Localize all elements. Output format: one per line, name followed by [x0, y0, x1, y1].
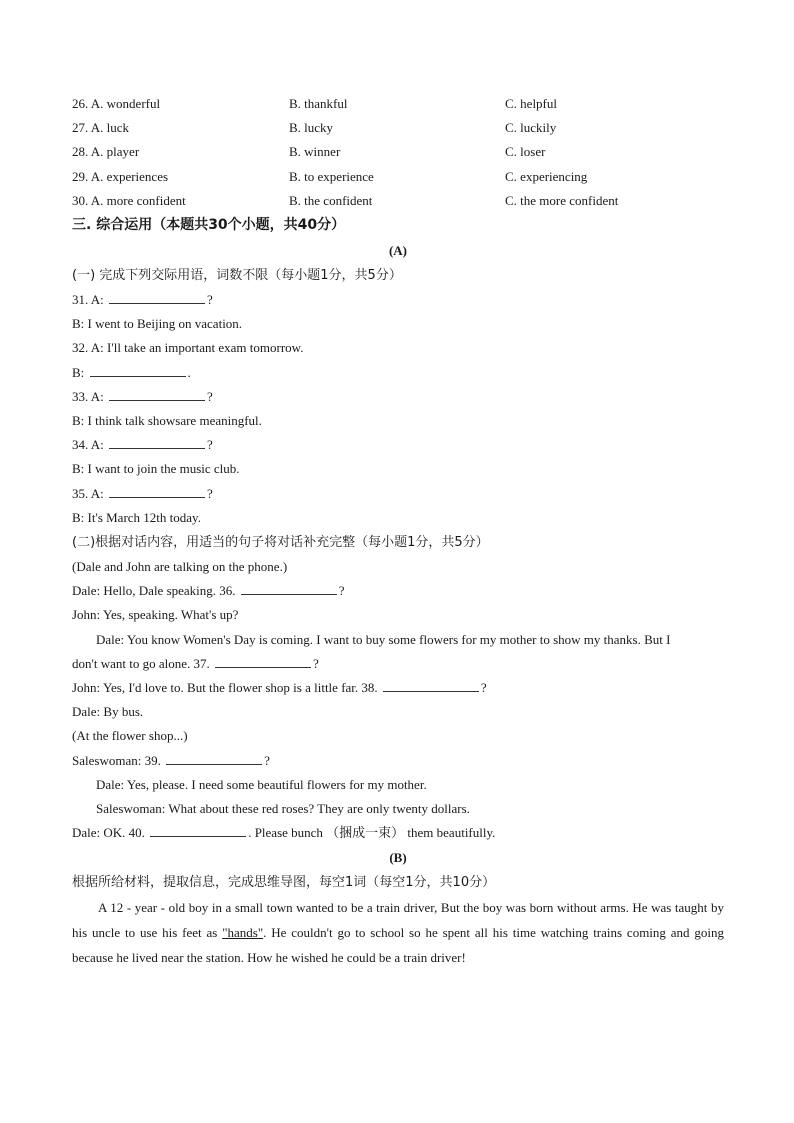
- line-37-end: ?: [313, 655, 319, 671]
- john-line-2: [72, 676, 724, 700]
- b32-label: B:: [72, 364, 85, 380]
- document-page: [72, 92, 724, 970]
- b31-line: B: I went to Beijing on vacation.: [72, 316, 243, 332]
- q31-end: ?: [207, 292, 213, 308]
- choice-option-c[interactable]: C. experiencing: [505, 168, 588, 184]
- answer-blank-33[interactable]: [109, 388, 205, 401]
- q34-line: [72, 433, 724, 457]
- line-36-end: ?: [338, 583, 345, 599]
- choice-option-b[interactable]: B. winner: [289, 144, 341, 160]
- reading-passage: [72, 895, 724, 970]
- b32-end: .: [187, 364, 191, 380]
- b32-line: [72, 361, 724, 385]
- choice-row: [72, 140, 724, 164]
- q35-label: 35. A:: [72, 485, 104, 501]
- b35-line: B: It's March 12th today.: [72, 509, 201, 525]
- dale-line-2a: Dale: You know Women's Day is coming. I want to buy some flowers for my mother to show my thanks. But I: [96, 631, 671, 647]
- line-36: [72, 579, 724, 603]
- q35-end: ?: [207, 485, 213, 501]
- line-36-text: Dale: Hello, Dale speaking. 36.: [72, 583, 236, 599]
- part-b-heading: (B): [389, 850, 407, 866]
- q31-label: 31. A:: [72, 292, 104, 308]
- dialogue-1: [72, 288, 724, 530]
- choice-option-c[interactable]: C. helpful: [505, 96, 557, 111]
- passage-hands: "hands": [222, 925, 264, 941]
- q34-label: 34. A:: [72, 437, 104, 453]
- choice-option-c[interactable]: C. loser: [505, 144, 546, 160]
- choice-option-b[interactable]: B. thankful: [289, 96, 348, 111]
- line-38-text: John: Yes, I'd love to. But the flower shop is a little far. 38.: [72, 680, 378, 696]
- scene-1: (Dale and John are talking on the phone.): [72, 559, 288, 575]
- choice-list: [72, 92, 724, 213]
- q33-line: [72, 385, 724, 409]
- dale-line-4: Dale: Yes, please. I need some beautiful flowers for my mother.: [96, 776, 427, 792]
- q32-line: 32. A: I'll take an important exam tomorrow.: [72, 340, 304, 356]
- q33-end: ?: [207, 388, 213, 404]
- answer-blank-40[interactable]: [150, 824, 246, 837]
- choice-option-b[interactable]: B. lucky: [289, 120, 334, 136]
- answer-blank-31[interactable]: [109, 291, 205, 304]
- part-b-instruction: 根据所给材料，提取信息，完成思维导图，每空1词（每空1分，共10分）: [72, 875, 496, 891]
- dale-line-2b: [72, 652, 724, 676]
- saleswoman-line-2: Saleswoman: What about these red roses? They are only twenty dollars.: [96, 801, 470, 817]
- q33-label: 33. A:: [72, 388, 104, 404]
- dale-line-5: [72, 821, 724, 845]
- choice-row: [72, 189, 724, 213]
- passage-text-2: . He couldn't go to school so he spent all his time watching trains coming and going because he lived near the station. How he wished he could be a train driver!: [72, 925, 725, 966]
- scene-2: (At the flower shop...): [72, 728, 188, 744]
- choice-option-a[interactable]: 28. A. player: [72, 144, 140, 160]
- answer-blank-32[interactable]: [90, 364, 186, 377]
- part-a-heading: (A): [388, 243, 408, 259]
- answer-blank-34[interactable]: [109, 436, 205, 449]
- choice-option-a[interactable]: 30. A. more confident: [72, 192, 186, 208]
- choice-row: [72, 92, 724, 116]
- line-40-text: Dale: OK. 40.: [72, 825, 145, 841]
- line-39-end: ?: [264, 752, 270, 768]
- line-37-text: don't want to go alone. 37.: [72, 655, 210, 671]
- part2-instruction: (二)根据对话内容，用适当的句子将对话补充完整（每小题1分，共5分）: [72, 535, 489, 551]
- line-40-end: . Please bunch （捆成一束） them beautifully.: [248, 825, 496, 841]
- section3-title: 三. 综合运用（本题共30个小题，共40分）: [72, 217, 346, 234]
- answer-blank-37[interactable]: [215, 655, 311, 668]
- b34-line: B: I want to join the music club.: [72, 461, 240, 477]
- answer-blank-39[interactable]: [166, 752, 262, 765]
- john-line-1: John: Yes, speaking. What's up?: [72, 607, 239, 623]
- q35-line: [72, 482, 724, 506]
- q34-end: ?: [207, 437, 213, 453]
- line-38-end: ?: [480, 680, 487, 696]
- saleswoman-line-1: [72, 749, 724, 773]
- part1-instruction: (一) 完成下列交际用语，词数不限（每小题1分，共5分）: [72, 268, 402, 284]
- choice-option-b[interactable]: B. to experience: [289, 168, 374, 184]
- dale-line-3: Dale: By bus.: [72, 704, 144, 720]
- choice-option-b[interactable]: B. the confident: [289, 192, 373, 208]
- choice-option-a[interactable]: 27. A. luck: [72, 120, 130, 136]
- dialogue-2: [72, 555, 724, 845]
- choice-row: [72, 116, 724, 140]
- choice-option-c[interactable]: C. the more confident: [505, 192, 619, 208]
- answer-blank-38[interactable]: [383, 679, 479, 692]
- b33-line: B: I think talk showsare meaningful.: [72, 413, 262, 429]
- answer-blank-36[interactable]: [241, 582, 337, 595]
- choice-option-a[interactable]: 26. A. wonderful: [72, 96, 161, 111]
- answer-blank-35[interactable]: [109, 485, 205, 498]
- choice-option-c[interactable]: C. luckily: [505, 120, 557, 136]
- line-39-text: Saleswoman: 39.: [72, 752, 161, 768]
- choice-row: [72, 165, 724, 189]
- passage-text-1: A 12 - year - old boy in a small town wanted to be a train driver, But the boy was born without arms. He was taught by his uncle to use his feet as: [72, 900, 724, 941]
- choice-option-a[interactable]: 29. A. experiences: [72, 168, 169, 184]
- q31-line: [72, 288, 724, 312]
